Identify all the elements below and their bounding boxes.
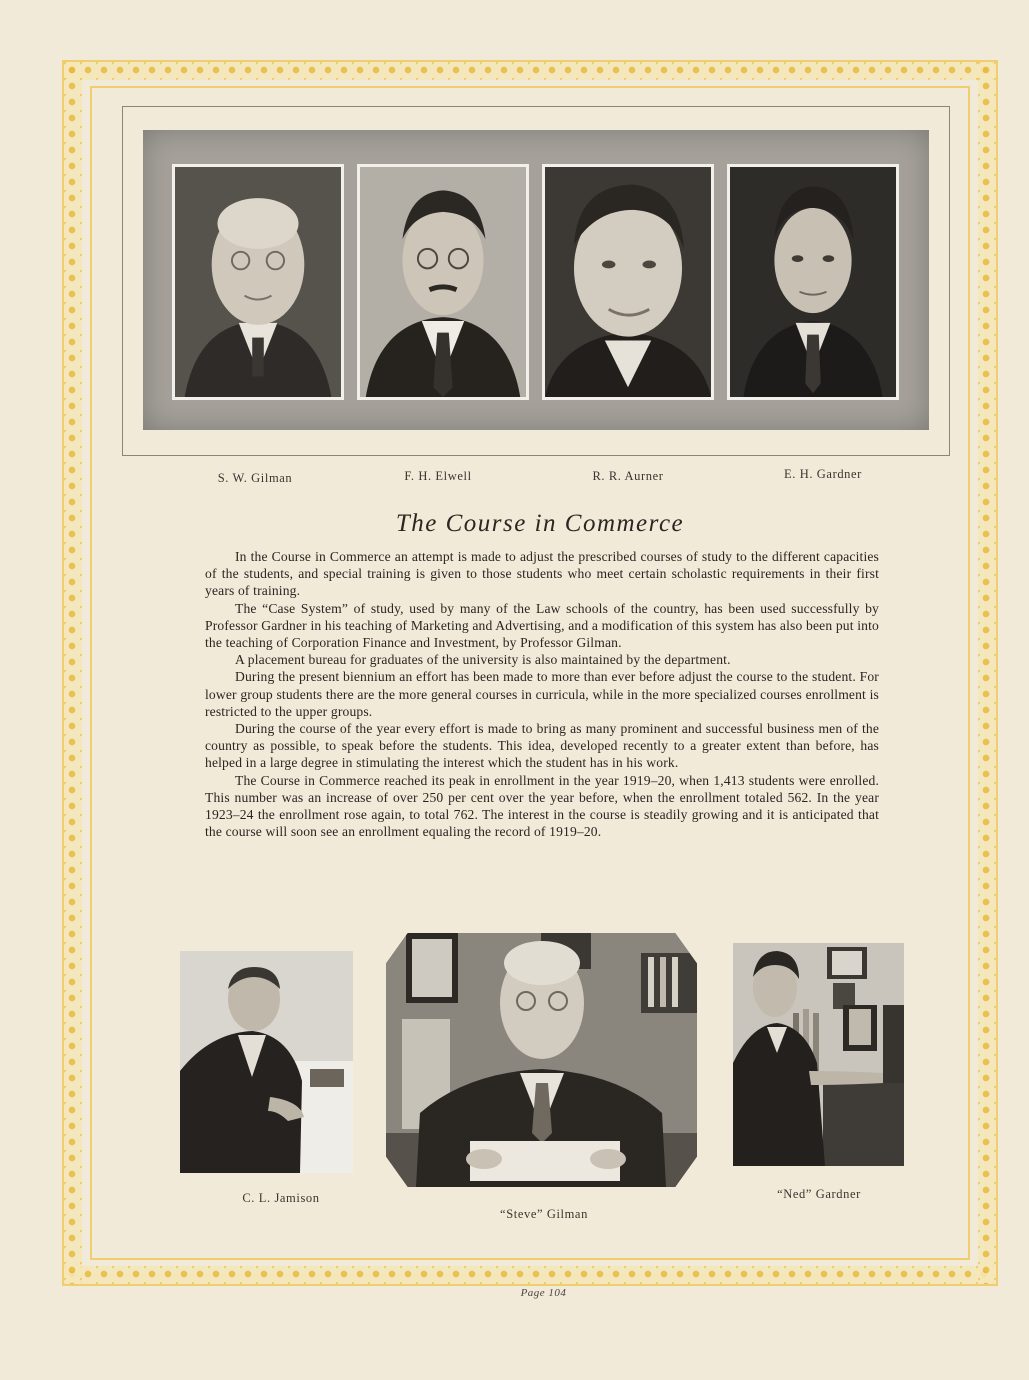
photo-jamison [180, 951, 353, 1173]
article-paragraph: The Course in Commerce reached its peak in enrollment in the year 1919–20, when 1,413 students were enrolled. This number was an increase of over 250 per cent over the year before, when the enrollment totaled 562. In the year 1923–24 the enrollment rose again, to total 762. The interest in the course is steadily growing and it is anticipated that the course will soon see an enrollment equaling the record of 1919–20. [205, 772, 879, 840]
portrait-photo-gardner [727, 164, 899, 400]
article-paragraph: In the Course in Commerce an attempt is made to adjust the prescribed courses of study to the different capacities of the students, and special training is given to those students who meet certain scholastic requirements in their first years of training. [205, 549, 879, 599]
article-paragraph: During the present biennium an effort has been made to more than ever before adjust the course to the student. For lower group students there are the more general courses in curricula, while in the more specialized courses enrollment is restricted to the upper groups. [205, 669, 879, 719]
portrait-caption: S. W. Gilman [217, 471, 293, 485]
ornamental-band-bottom [64, 1266, 996, 1284]
portrait-caption: R. R. Aurner [592, 469, 664, 483]
article-paragraph: A placement bureau for graduates of the university is also maintained by the department. [235, 652, 731, 668]
portrait-photo-gilman [172, 164, 344, 400]
article-paragraph: During the course of the year every effort is made to bring as many prominent and successful business men of the country as possible, to speak before the students. This idea, developed recently to a greater extent than before, has helped in a large degree in stimulating the interest which the student has in his work. [205, 721, 879, 771]
photo-steve-gilman [386, 933, 697, 1187]
article-paragraph: The “Case System” of study, used by many of the Law schools of the country, has been used successfully by Professor Gardner in his teaching of Marketing and Advertising, and a modification of this system has also been put into the teaching of Corporation Finance and Investment, by Professor Gilman. [205, 600, 879, 651]
ornamental-band-left [64, 62, 82, 1284]
portrait-caption: E. H. Gardner [784, 467, 862, 481]
portrait-photo-aurner [542, 164, 714, 400]
ornamental-band-right [978, 62, 996, 1284]
portrait-caption: F. H. Elwell [404, 469, 472, 483]
article-title: The Course in Commerce [395, 510, 685, 537]
ornamental-band-top [64, 62, 996, 80]
portrait-photo-elwell [357, 164, 529, 400]
page-number: Page 104 [520, 1287, 567, 1299]
photo-ned-gardner [733, 943, 904, 1166]
photo-caption: “Steve” Gilman [500, 1207, 588, 1221]
photo-caption: “Ned” Gardner [777, 1187, 861, 1201]
article-body [205, 548, 879, 840]
photo-caption: C. L. Jamison [242, 1191, 320, 1205]
